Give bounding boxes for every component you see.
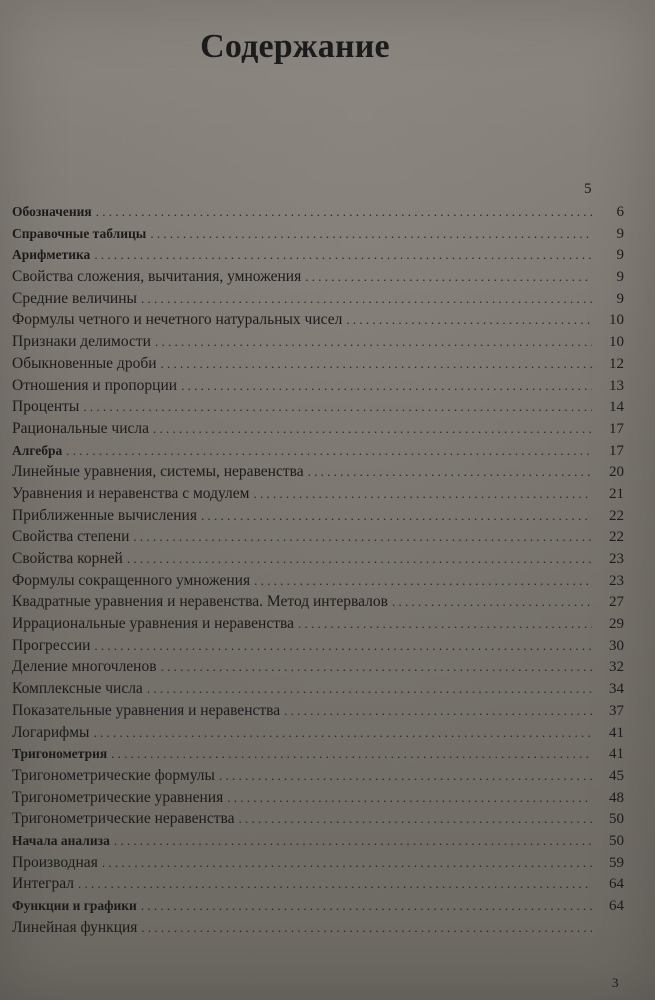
- toc-section-row: [12, 440, 624, 462]
- toc-dot-leader: [298, 613, 592, 635]
- toc-entry-title: Иррациональные уравнения и неравенства: [12, 615, 294, 633]
- toc-entry-row: [12, 331, 624, 353]
- toc-page-number: 41: [609, 724, 624, 741]
- toc-dot-leader: [238, 808, 592, 830]
- toc-entry-title: Рациональные числа: [12, 419, 150, 437]
- toc-page-number: 50: [609, 811, 624, 828]
- toc-entry-title: Тригонометрические формулы: [12, 766, 215, 784]
- toc-dot-leader: [153, 418, 592, 440]
- toc-entry-row: [12, 548, 624, 570]
- toc-page-number: 21: [609, 485, 624, 502]
- toc-entry-title: Проценты: [12, 398, 80, 416]
- toc-entry-row: [12, 635, 624, 657]
- toc-dot-leader: [96, 201, 592, 223]
- toc-entry-title: Показательные уравнения и неравенства: [12, 701, 281, 719]
- toc-entry-row: [12, 461, 624, 483]
- toc-dot-leader: [141, 288, 592, 310]
- toc-entry-title: Тригонометрические уравнения: [12, 788, 224, 806]
- toc-dot-leader: [219, 765, 592, 787]
- toc-dot-leader: [147, 678, 592, 700]
- toc-entry-row: [12, 505, 624, 527]
- toc-page-number: 23: [609, 572, 624, 589]
- toc-dot-leader: [284, 700, 592, 722]
- toc-entry-row: [12, 656, 624, 678]
- toc-dot-leader: [161, 353, 592, 375]
- toc-dot-leader: [127, 548, 592, 570]
- toc-section-row: [12, 223, 624, 245]
- toc-dot-leader: [254, 570, 592, 592]
- toc-entry-title: Арифметика: [12, 247, 91, 263]
- toc-dot-leader: [102, 852, 592, 874]
- toc-page-number: 13: [609, 377, 624, 394]
- toc-entry-title: Обыкновенные дроби: [12, 354, 157, 372]
- toc-dot-leader: [305, 266, 592, 288]
- toc-section-row: [12, 743, 624, 765]
- page-title: Содержание: [200, 28, 390, 65]
- toc-page-number: 10: [609, 334, 624, 351]
- toc-page-number: 14: [609, 399, 624, 416]
- toc-entry-title: Формулы четного и нечетного натуральных чисел: [12, 311, 343, 329]
- toc-page-number: 17: [609, 442, 624, 459]
- toc-entry-title: Интеграл: [12, 875, 74, 893]
- toc-entry-row: [12, 570, 624, 592]
- toc-section-row: [12, 830, 624, 852]
- toc-dot-leader: [133, 526, 592, 548]
- toc-entry-title: Логарифмы: [12, 723, 90, 741]
- toc-entry-row: [12, 418, 624, 440]
- toc-page-number: 9: [616, 290, 624, 307]
- toc-dot-leader: [94, 635, 592, 657]
- toc-page-number: 32: [609, 659, 624, 676]
- toc-entry-title: Признаки делимости: [12, 333, 151, 351]
- toc-dot-leader: [66, 440, 592, 462]
- toc-entry-row: [12, 852, 624, 874]
- toc-entry-row: [12, 309, 624, 331]
- toc-dot-leader: [201, 505, 592, 527]
- toc-section-row: [12, 895, 624, 917]
- toc-entry-row: [12, 808, 624, 830]
- toc-page-number: 10: [609, 312, 624, 329]
- toc-entry-title: Тригонометрические неравенства: [12, 810, 235, 828]
- toc-page-number: 45: [609, 767, 624, 784]
- toc-page-number: 9: [616, 247, 624, 264]
- toc-page-number: 22: [609, 529, 624, 546]
- toc-entry-title: Отношения и пропорции: [12, 376, 178, 394]
- toc-dot-leader: [227, 787, 592, 809]
- toc-dot-leader: [155, 331, 592, 353]
- toc-entry-title: Деление многочленов: [12, 658, 157, 676]
- toc-entry-title: Производная: [12, 853, 98, 871]
- toc-page-number: 9: [616, 225, 624, 242]
- toc-page-number: 48: [609, 789, 624, 806]
- toc-dot-leader: [181, 375, 592, 397]
- toc-dot-leader: [141, 917, 592, 939]
- toc-entry-row: [12, 765, 624, 787]
- toc-page-number: 64: [609, 876, 624, 893]
- footer-page-number: 3: [612, 975, 619, 990]
- toc-entry-title: Формулы сокращенного умножения: [12, 571, 251, 589]
- toc-entry-row: [12, 873, 624, 895]
- toc-entry-row: [12, 526, 624, 548]
- toc-page-number: 20: [609, 464, 624, 481]
- toc-page-number: 23: [609, 551, 624, 567]
- toc-entry-title: Начала анализа: [12, 832, 110, 848]
- toc-page-number: 22: [609, 507, 624, 524]
- toc-entry-row: [12, 375, 624, 397]
- toc-dot-leader: [93, 722, 592, 744]
- toc-entry-title: Тригонометрия: [12, 746, 108, 762]
- toc-page-number: 17: [609, 420, 624, 437]
- toc-dot-leader: [111, 743, 592, 765]
- toc-page-number: 9: [616, 269, 624, 286]
- toc-page-number: 12: [609, 355, 624, 372]
- toc-entry-title: Комплексные числа: [12, 680, 143, 698]
- toc-page-number: 41: [609, 746, 624, 763]
- toc-entry-title: Справочные таблицы: [12, 225, 147, 241]
- toc-entry-row: [12, 353, 624, 375]
- toc-entry-title: Алгебра: [12, 442, 63, 458]
- toc-section-row: [12, 201, 624, 223]
- toc-dot-leader: [83, 396, 592, 418]
- toc-dot-leader: [161, 656, 592, 678]
- toc-dot-leader: [346, 309, 592, 331]
- toc-entry-title: Обозначения: [12, 204, 92, 219]
- toc-page-number: 37: [609, 702, 624, 719]
- toc-page-number: 59: [609, 854, 624, 871]
- toc-page-number: 50: [609, 832, 624, 849]
- toc-dot-leader: [308, 461, 592, 483]
- toc-entry-title: Свойства степени: [12, 528, 130, 546]
- toc-entry-row: [12, 288, 624, 310]
- toc-section-row: [12, 244, 624, 266]
- toc-dot-leader: [253, 483, 592, 505]
- toc-entry-title: Функции и графики: [12, 898, 137, 913]
- toc-entry-title: Квадратные уравнения и неравенства. Метод интервалов: [12, 593, 388, 611]
- toc-dot-leader: [392, 591, 592, 613]
- toc-entry-row: [12, 700, 624, 722]
- toc-page-number: 34: [609, 681, 624, 698]
- toc-entry-row: [12, 678, 624, 700]
- toc-entry-title: Свойства корней: [12, 550, 123, 567]
- toc-entry-title: Свойства сложения, вычитания, умножения: [12, 268, 302, 286]
- toc-entry-row: [12, 787, 624, 809]
- toc-entry-title: Прогрессии: [12, 636, 91, 654]
- toc-dot-leader: [114, 830, 592, 852]
- toc-dot-leader: [141, 895, 592, 917]
- toc-page-number: 27: [609, 594, 624, 611]
- toc-page-number: 29: [609, 616, 624, 633]
- toc-entry-row: [12, 613, 624, 635]
- toc-entry-title: Линейная функция: [12, 918, 138, 936]
- toc-dot-leader: [150, 223, 592, 245]
- table-of-contents: [12, 201, 624, 938]
- toc-page-number: 30: [609, 637, 624, 654]
- toc-entry-title: Приближенные вычисления: [12, 506, 197, 524]
- toc-entry-row: [12, 483, 624, 505]
- toc-entry-row: [12, 266, 624, 288]
- toc-entry-title: Уравнения и неравенства с модулем: [12, 484, 250, 502]
- toc-entry-row: [12, 722, 624, 744]
- toc-page-number: 64: [609, 898, 624, 914]
- toc-entry-row: [12, 396, 624, 418]
- toc-entry-title: Линейные уравнения, системы, неравенства: [12, 463, 304, 481]
- toc-entry-row: [12, 917, 624, 939]
- toc-dot-leader: [78, 873, 592, 895]
- toc-dot-leader: [94, 244, 592, 266]
- toc-entry-row: [12, 591, 624, 613]
- toc-entry-title: Средние величины: [12, 289, 137, 307]
- toc-page-number: 6: [616, 204, 624, 220]
- toc-first-page-number: 5: [584, 181, 592, 197]
